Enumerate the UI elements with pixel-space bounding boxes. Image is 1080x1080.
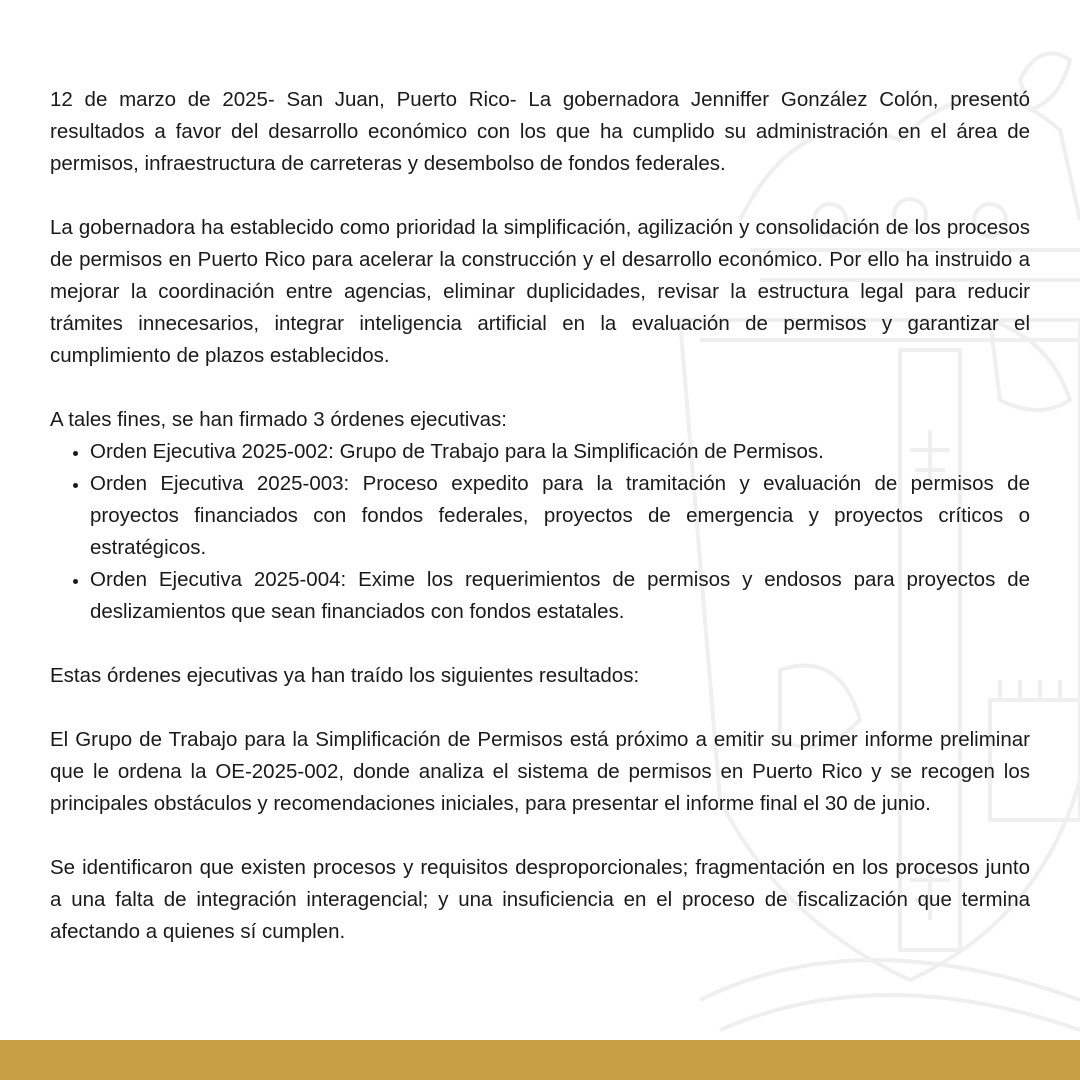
paragraph-intro: 12 de marzo de 2025- San Juan, Puerto Rico- La gobernadora Jenniffer González Colón, presentó resultados a favor del desarrollo económico con los que ha cumplido su administración en el área de permisos, infraestructura de carreteras y desembolso de fondos federales.	[50, 88, 1030, 175]
list-item: • Orden Ejecutiva 2025-003: Proceso expedito para la tramitación y evaluación de permisos de proyectos financiados con fondos federales, proyectos de emergencia y proyectos críticos o estratégicos.	[90, 468, 1030, 564]
footer-gold-bar	[0, 1040, 1080, 1080]
press-release-body	[50, 84, 1030, 948]
paragraph-working-group: El Grupo de Trabajo para la Simplificación de Permisos está próximo a emitir su primer informe preliminar que le ordena la OE-2025-002, donde analiza el sistema de permisos en Puerto Rico y se recogen los principales obstáculos y recomendaciones iniciales, para presentar el informe final el 30 de junio.	[50, 728, 1030, 815]
executive-orders-list	[50, 436, 1030, 628]
paragraph-orders-intro: A tales fines, se han firmado 3 órdenes ejecutivas:	[50, 408, 507, 431]
paragraph-findings: Se identificaron que existen procesos y requisitos desproporcionales; fragmentación en los procesos junto a una falta de integración interagencial; y una insuficiencia en el proceso de fiscalización que termina afectando a quienes sí cumplen.	[50, 856, 1030, 943]
paragraph-results-intro: Estas órdenes ejecutivas ya han traído los siguientes resultados:	[50, 664, 640, 687]
list-item: • Orden Ejecutiva 2025-002: Grupo de Trabajo para la Simplificación de Permisos.	[90, 436, 1030, 468]
paragraph-priority: La gobernadora ha establecido como prioridad la simplificación, agilización y consolidación de los procesos de permisos en Puerto Rico para acelerar la construcción y el desarrollo económico. Por ello ha instruido a mejorar la coordinación entre agencias, eliminar duplicidades, revisar la estructura legal para reducir trámites innecesarios, integrar inteligencia artificial en la evaluación de permisos y garantizar el cumplimiento de plazos establecidos.	[50, 216, 1030, 367]
list-item: • Orden Ejecutiva 2025-004: Exime los requerimientos de permisos y endosos para proyectos de deslizamientos que sean financiados con fondos estatales.	[90, 564, 1030, 628]
